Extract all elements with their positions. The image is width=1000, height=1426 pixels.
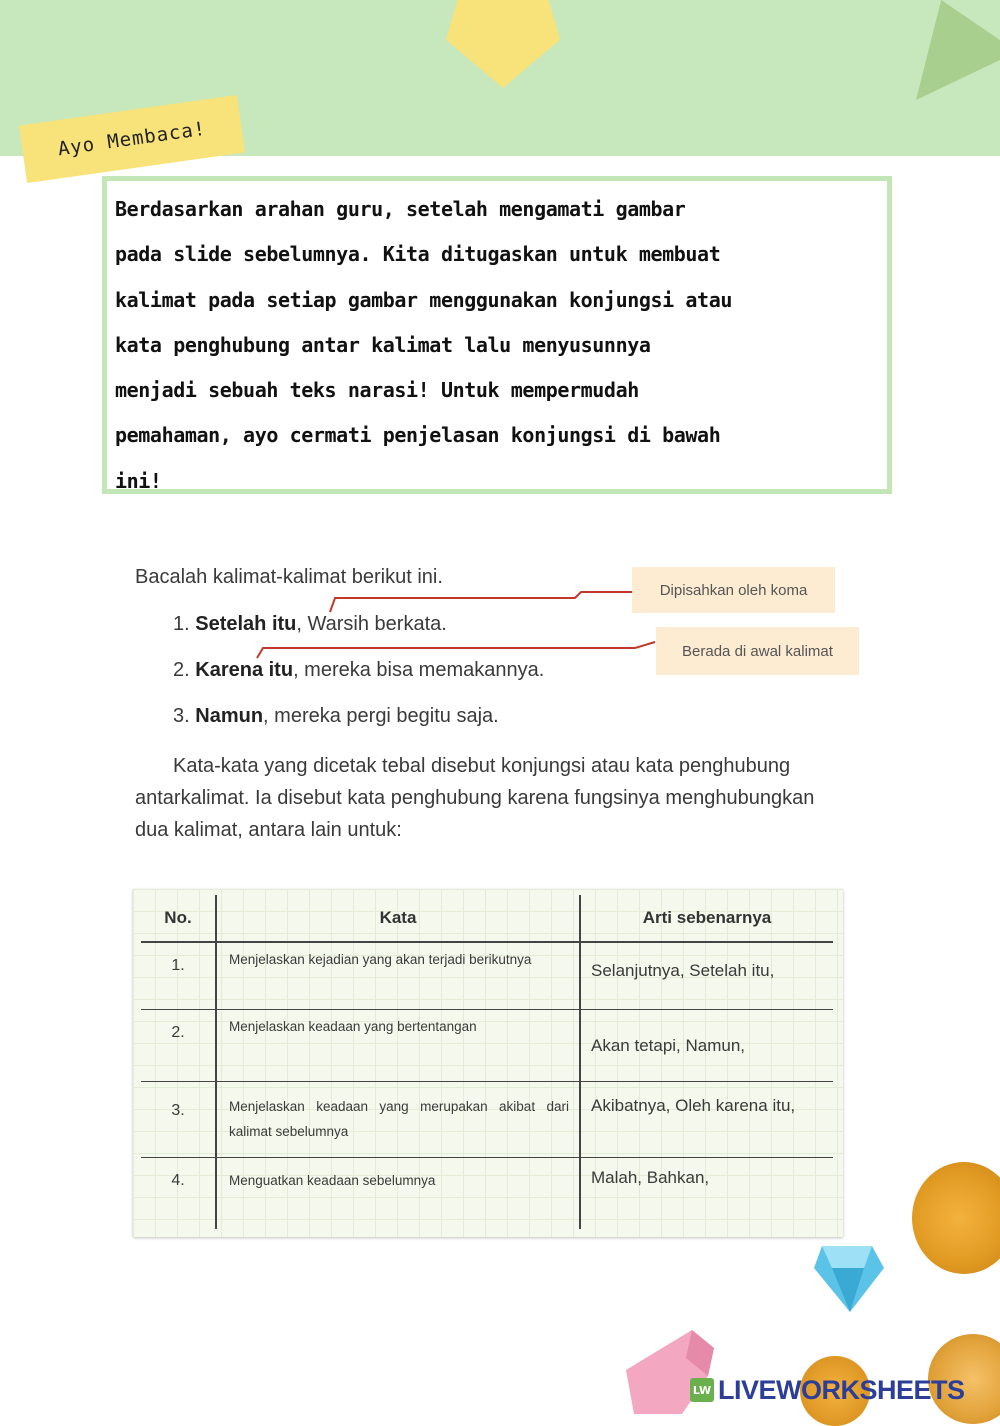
header-no: No.: [141, 895, 216, 942]
callout-line-comma: [330, 592, 632, 612]
cell-arti: Akibatnya, Oleh karena itu,: [580, 1081, 833, 1157]
example-sentence: [173, 705, 499, 728]
callout-start: [656, 627, 859, 675]
cell-kata: Menjelaskan keadaan yang merupakan akibat dari kalimat sebelumnya: [216, 1081, 580, 1157]
instruction-line: pemahaman, ayo cermati penjelasan konjungsi di bawah: [115, 423, 721, 448]
callout-line-start: [257, 642, 655, 658]
liveworksheets-wordmark: LIVEWORKSHEETS: [718, 1374, 965, 1405]
cell-kata: Menguatkan keadaan sebelumnya: [216, 1157, 580, 1229]
cell-arti: Malah, Bahkan,: [591, 1167, 710, 1187]
instruction-line: menjadi sebuah teks narasi! Untuk mempermudah: [115, 378, 639, 403]
callout-comma: [632, 567, 835, 613]
conjunction-table: [141, 895, 833, 1229]
explanation-text: Kata-kata yang dicetak tebal disebut konjungsi atau kata penghubung antarkalimat. Ia disebut kata penghubung karena fungsinya menghubungkan dua kalimat, antara lain untuk:: [135, 755, 815, 841]
example-number: 3.: [173, 705, 190, 727]
header-arti: Arti sebenarnya: [580, 895, 833, 942]
example-conjunction: Namun: [195, 705, 264, 727]
example-rest: , mereka bisa memakannya.: [293, 659, 545, 681]
instruction-line: kalimat pada setiap gambar menggunakan konjungsi atau: [115, 287, 732, 312]
table-row: [141, 1009, 833, 1081]
section-banner-label: Ayo Membaca!: [56, 117, 208, 161]
cell-no: 3.: [141, 1081, 216, 1157]
table-row: [141, 1157, 833, 1229]
explanation-paragraph: [135, 750, 815, 846]
header-kata: Kata: [216, 895, 580, 942]
instruction-line: pada slide sebelumnya. Kita ditugaskan untuk membuat: [115, 242, 721, 267]
liveworksheets-logo-icon: LW: [690, 1378, 714, 1402]
instruction-line: kata penghubung antar kalimat lalu menyusunnya: [115, 332, 651, 357]
conjunction-table-card: [133, 889, 843, 1237]
example-sentence: [173, 613, 447, 636]
cell-arti: Akan tetapi, Namun,: [580, 1009, 833, 1081]
example-number: 2.: [173, 659, 190, 681]
instruction-line: Berdasarkan arahan guru, setelah mengamati gambar: [115, 197, 686, 221]
example-conjunction: Setelah itu: [195, 613, 297, 635]
coin-decoration: [912, 1162, 1000, 1274]
cell-no: 2.: [141, 1009, 216, 1081]
cell-arti: Selanjutnya, Setelah itu,: [580, 942, 833, 1009]
callout-comma-label: Dipisahkan oleh koma: [659, 581, 808, 599]
diamond-icon: [812, 1242, 886, 1316]
instruction-line: ini!: [115, 468, 162, 493]
example-rest: , mereka pergi begitu saja.: [263, 705, 499, 727]
liveworksheets-brand[interactable]: [690, 1374, 965, 1406]
instruction-box: [102, 176, 892, 494]
cell-no: 4.: [141, 1157, 216, 1229]
table-header-row: [141, 895, 833, 942]
callout-start-label: Berada di awal kalimat: [682, 642, 833, 660]
cell-no: 1.: [141, 942, 216, 1009]
example-rest: , Warsih berkata.: [296, 613, 447, 635]
table-row: [141, 1081, 833, 1157]
cell-kata: Menjelaskan kejadian yang akan terjadi berikutnya: [216, 942, 580, 1009]
example-conjunction: Karena itu: [195, 659, 294, 681]
example-sentence: [173, 659, 544, 682]
table-row: [141, 942, 833, 1009]
excerpt-lead: Bacalah kalimat-kalimat berikut ini.: [135, 566, 443, 588]
example-number: 1.: [173, 613, 190, 635]
cell-kata: Menjelaskan keadaan yang bertentangan: [216, 1009, 580, 1081]
